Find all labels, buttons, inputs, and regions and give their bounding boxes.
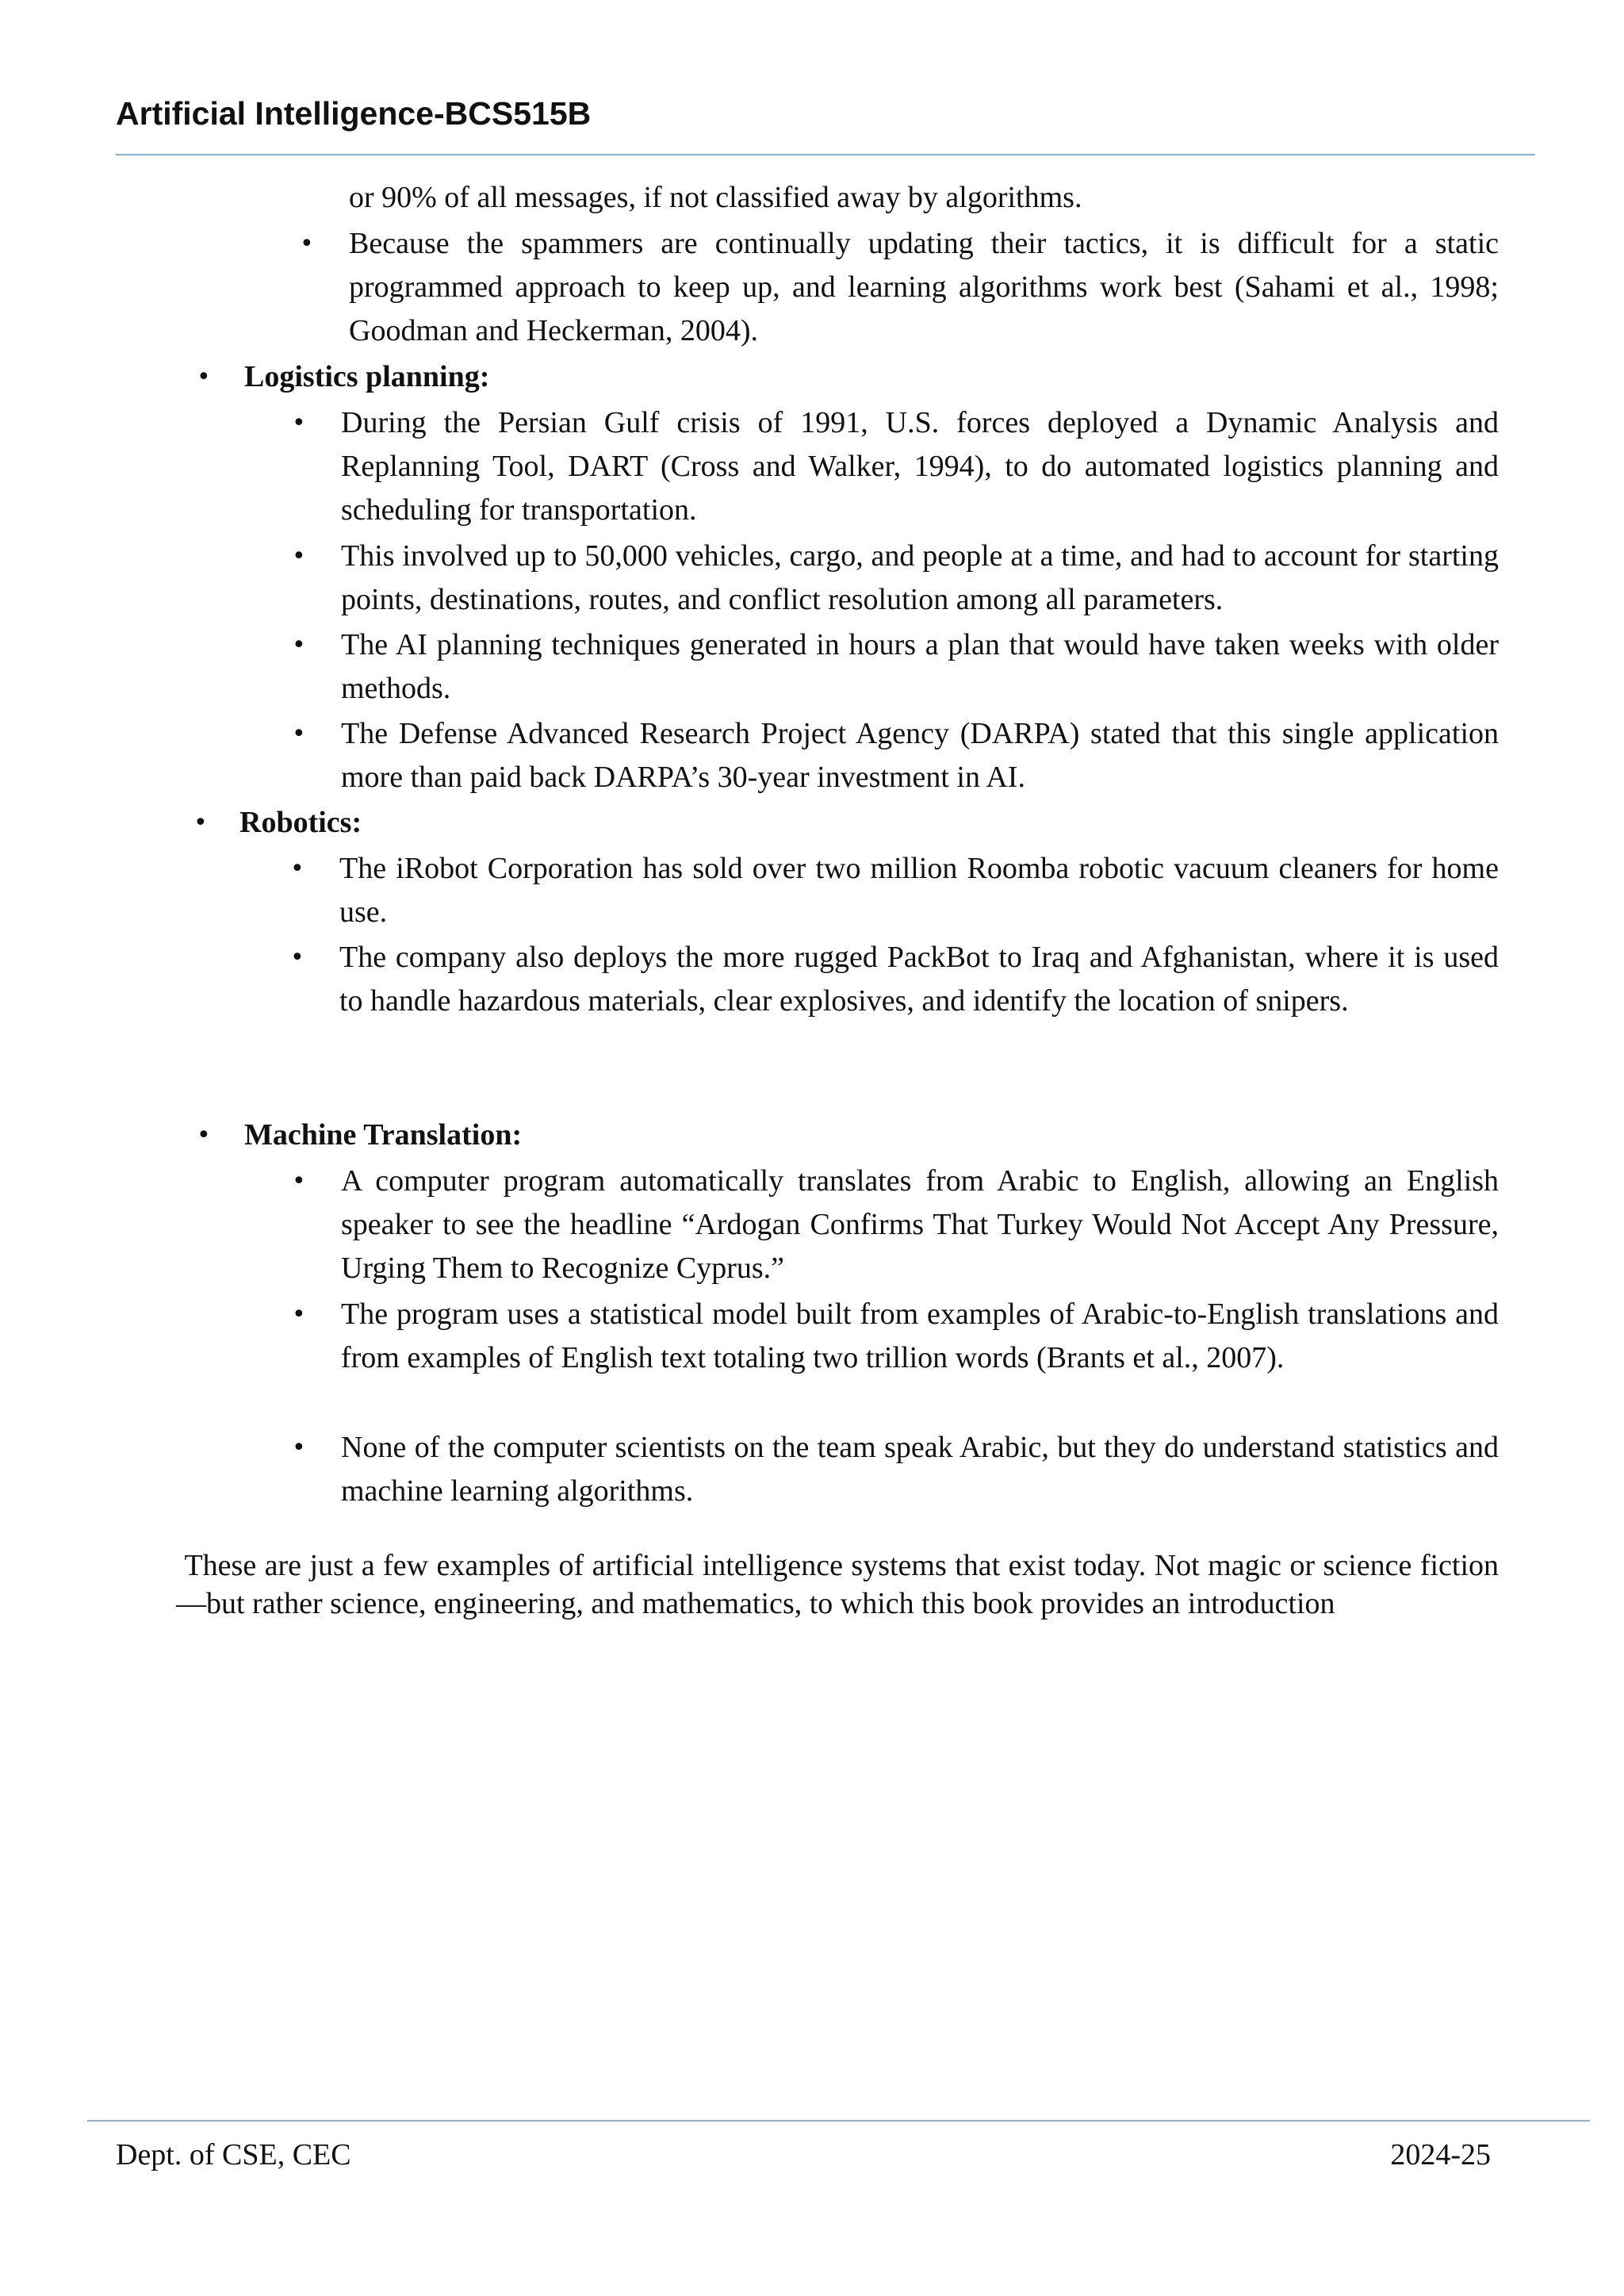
translation-item-3: None of the computer scientists on the team speak Arabic, but they do understand statistics and machine learning algorithms. (341, 1431, 1499, 1508)
section-title-logistics: Logistics planning: (244, 360, 490, 393)
bullet-icon: • (290, 855, 304, 883)
bullet-icon: • (197, 1121, 211, 1149)
robotics-item-2: The company also deploys the more rugged PackBot to Iraq and Afghanistan, where it is used to handle hazardous materials, clear explosives, and identify the location of snipers. (339, 941, 1499, 1018)
bullet-icon: • (290, 944, 304, 972)
header-divider (116, 154, 1535, 155)
section-title-machine-translation: Machine Translation: (244, 1118, 523, 1152)
page-header-title: Artificial Intelligence-BCS515B (116, 95, 592, 132)
bullet-icon: • (292, 1167, 306, 1195)
bullet-icon: • (193, 809, 208, 837)
translation-item-1: A computer program automatically translates from Arabic to English, allowing an English speaker to see the headline “Ardogan Confirms That Turkey Would Not Accept Any Pressure, Urging Them to Recognize Cyprus.” (341, 1164, 1499, 1285)
bullet-icon: • (292, 1301, 306, 1328)
spam-continuation-text: or 90% of all messages, if not classified away by algorithms. (349, 181, 1082, 214)
translation-item-2: The program uses a statistical model built from examples of Arabic-to-English translations and from examples of English text totaling two trillion words (Brants et al., 2007). (341, 1297, 1499, 1374)
logistics-item-3: The AI planning techniques generated in hours a plan that would have taken weeks with older methods. (341, 628, 1499, 705)
footer-divider (87, 2120, 1590, 2122)
section-title-robotics: Robotics: (239, 806, 362, 839)
logistics-item-2: This involved up to 50,000 vehicles, cargo, and people at a time, and had to account for starting points, destinations, routes, and conflict resolution among all parameters. (341, 539, 1499, 616)
footer-department: Dept. of CSE, CEC (116, 2138, 351, 2171)
logistics-item-1: During the Persian Gulf crisis of 1991, U.S. forces deployed a Dynamic Analysis and Replanning Tool, DART (Cross and Walker, 1994), to do automated logistics planning and scheduling for transportation. (341, 406, 1499, 527)
footer-year: 2024-25 (1390, 2138, 1491, 2171)
spam-item-1: Because the spammers are continually updating their tactics, it is difficult for a static programmed approach to keep up, and learning algorithms work best (Sahami et al., 1998; Goodman and Heckerman, 2004). (349, 227, 1499, 347)
bullet-icon: • (197, 363, 211, 391)
bullet-icon: • (292, 631, 306, 659)
bullet-icon: • (292, 720, 306, 748)
bullet-icon: • (292, 1434, 306, 1462)
logistics-item-4: The Defense Advanced Research Project Agency (DARPA) stated that this single application more than paid back DARPA’s 30-year investment in AI. (341, 717, 1499, 794)
robotics-item-1: The iRobot Corporation has sold over two million Roomba robotic vacuum cleaners for home use. (339, 852, 1499, 929)
bullet-icon: • (292, 542, 306, 570)
closing-paragraph: These are just a few examples of artificial intelligence systems that exist today. Not magic or science fiction—but rather science, engineering, and mathematics, to which this book provides an introduction (176, 1549, 1500, 1620)
bullet-icon: • (292, 409, 306, 437)
bullet-icon: • (300, 230, 314, 258)
